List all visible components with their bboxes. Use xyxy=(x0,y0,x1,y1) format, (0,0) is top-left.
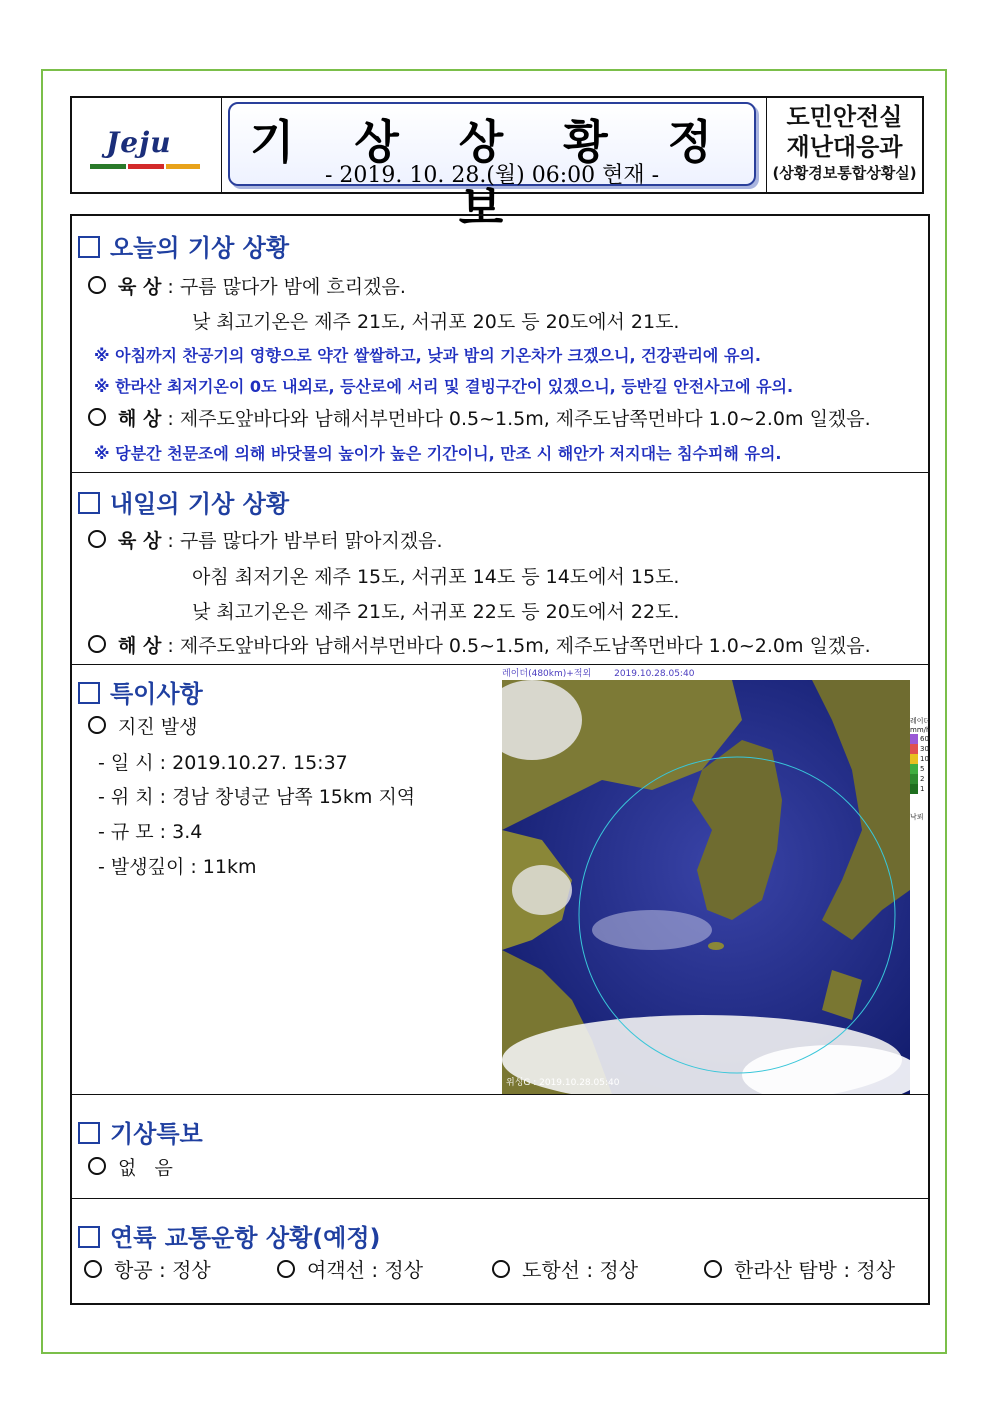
special-event: 지진 발생 xyxy=(88,712,197,739)
legend-swatch xyxy=(910,734,918,744)
document-header xyxy=(70,96,924,235)
satellite-map xyxy=(502,680,910,1094)
traffic-ferry: 여객선 : 정상 xyxy=(277,1254,423,1283)
divider xyxy=(72,1198,928,1199)
department-room: (상황경보통합상황실) xyxy=(772,164,917,182)
tomorrow-low-temp: 아침 최저기온 제주 15도, 서귀포 14도 등 14도에서 15도. xyxy=(192,566,680,588)
divider xyxy=(72,472,928,473)
circle-bullet-icon xyxy=(88,530,106,548)
traffic-hallasan: 한라산 탐방 : 정상 xyxy=(704,1254,895,1283)
satellite-timestamp: 위성G : 2019.10.28.05:40 xyxy=(506,1078,620,1088)
divider xyxy=(72,1094,928,1095)
legend-value: 5 xyxy=(920,765,925,773)
legend-unit: mm/h xyxy=(910,726,931,734)
legend-swatch xyxy=(910,784,918,794)
today-land-line: 육 상 : 구름 많다가 밤에 흐리겠음. xyxy=(88,272,406,299)
report-body xyxy=(70,214,930,1305)
department-cell xyxy=(766,98,922,192)
satellite-map-graphic xyxy=(502,680,910,1094)
circle-bullet-icon xyxy=(88,1157,106,1175)
page-title: 기 상 상 황 정 보 xyxy=(249,115,735,235)
today-land-temp: 낮 최고기온은 제주 21도, 서귀포 20도 등 20도에서 21도. xyxy=(192,311,680,333)
logo-cell xyxy=(72,98,222,192)
legend-value: 1 xyxy=(920,785,925,793)
radar-legend xyxy=(910,716,932,822)
legend-entry xyxy=(910,764,932,774)
today-note-cold: ※ 아침까지 찬공기의 영향으로 약간 쌀쌀하고, 낮과 밤의 기온차가 크겠으니, 건강관리에 유의. xyxy=(94,346,761,365)
special-section-title: 특이사항 xyxy=(78,674,203,709)
warning-status: 없 음 xyxy=(88,1153,173,1180)
legend-title: 레이더 xyxy=(910,717,931,725)
tomorrow-sea-line: 해 상 : 제주도앞바다와 남해서부먼바다 0.5~1.5m, 제주도남쪽먼바다 1.0~2.0m 일겠음. xyxy=(88,631,871,658)
earthquake-depth: - 발생깊이 : 11km xyxy=(98,856,257,878)
legend-value: 2 xyxy=(920,775,925,783)
checkbox-icon xyxy=(78,1122,100,1144)
circle-bullet-icon xyxy=(277,1260,295,1278)
checkbox-icon xyxy=(78,492,100,514)
today-sea-line: 해 상 : 제주도앞바다와 남해서부먼바다 0.5~1.5m, 제주도남쪽먼바다 1.0~2.0m 일겠음. xyxy=(88,404,871,431)
legend-swatch xyxy=(910,774,918,784)
legend-swatch xyxy=(910,744,918,754)
radar-satellite-image xyxy=(502,666,910,1094)
traffic-island-ferry: 도항선 : 정상 xyxy=(492,1254,638,1283)
legend-entry xyxy=(910,754,932,764)
circle-bullet-icon xyxy=(492,1260,510,1278)
radar-caption: 레이더(480km)+적외 2019.10.28.05:40 xyxy=(502,669,695,679)
title-box xyxy=(228,102,756,235)
circle-bullet-icon xyxy=(88,716,106,734)
legend-entry xyxy=(910,774,932,784)
circle-bullet-icon xyxy=(88,276,106,294)
legend-value: 60 xyxy=(920,735,929,743)
legend-entry xyxy=(910,734,932,744)
earthquake-magnitude: - 규 모 : 3.4 xyxy=(98,821,203,843)
circle-bullet-icon xyxy=(704,1260,722,1278)
legend-swatch xyxy=(910,764,918,774)
checkbox-icon xyxy=(78,1226,100,1248)
logo-swoosh-icon xyxy=(90,164,200,170)
legend-value: 10 xyxy=(920,755,929,763)
legend-swatch xyxy=(910,754,918,764)
legend-lightning: 낙뢰 xyxy=(910,813,924,821)
tomorrow-section-title: 내일의 기상 상황 xyxy=(78,484,289,519)
today-section-title: 오늘의 기상 상황 xyxy=(78,228,289,263)
legend-entry xyxy=(910,784,932,794)
checkbox-icon xyxy=(78,682,100,704)
today-note-tide: ※ 당분간 천문조에 의해 바닷물의 높이가 높은 기간이니, 만조 시 해안가 저지대는 침수피해 유의. xyxy=(94,444,782,463)
legend-scale xyxy=(910,734,932,794)
checkbox-icon xyxy=(78,236,100,258)
divider xyxy=(72,664,928,665)
report-datetime: - 2019. 10. 28.(월) 06:00 현재 - xyxy=(324,163,660,188)
warning-section-title: 기상특보 xyxy=(78,1114,203,1149)
department-division: 재난대응과 xyxy=(786,133,903,161)
traffic-air: 항공 : 정상 xyxy=(84,1254,211,1283)
legend-entry xyxy=(910,744,932,754)
jeju-logo: Jeju xyxy=(106,126,172,159)
tomorrow-high-temp: 낮 최고기온은 제주 21도, 서귀포 22도 등 20도에서 22도. xyxy=(192,601,680,623)
circle-bullet-icon xyxy=(84,1260,102,1278)
earthquake-location: - 위 치 : 경남 창녕군 남쪽 15km 지역 xyxy=(98,786,416,808)
circle-bullet-icon xyxy=(88,408,106,426)
traffic-section-title: 연륙 교통운항 상황(예정) xyxy=(78,1218,381,1253)
department-office: 도민안전실 xyxy=(786,103,903,131)
circle-bullet-icon xyxy=(88,635,106,653)
earthquake-time: - 일 시 : 2019.10.27. 15:37 xyxy=(98,752,348,774)
tomorrow-land-line: 육 상 : 구름 많다가 밤부터 맑아지겠음. xyxy=(88,526,443,553)
today-note-hallasan: ※ 한라산 최저기온이 0도 내외로, 등산로에 서리 및 결빙구간이 있겠으니, 등반길 안전사고에 유의. xyxy=(94,377,794,396)
legend-value: 30 xyxy=(920,745,929,753)
